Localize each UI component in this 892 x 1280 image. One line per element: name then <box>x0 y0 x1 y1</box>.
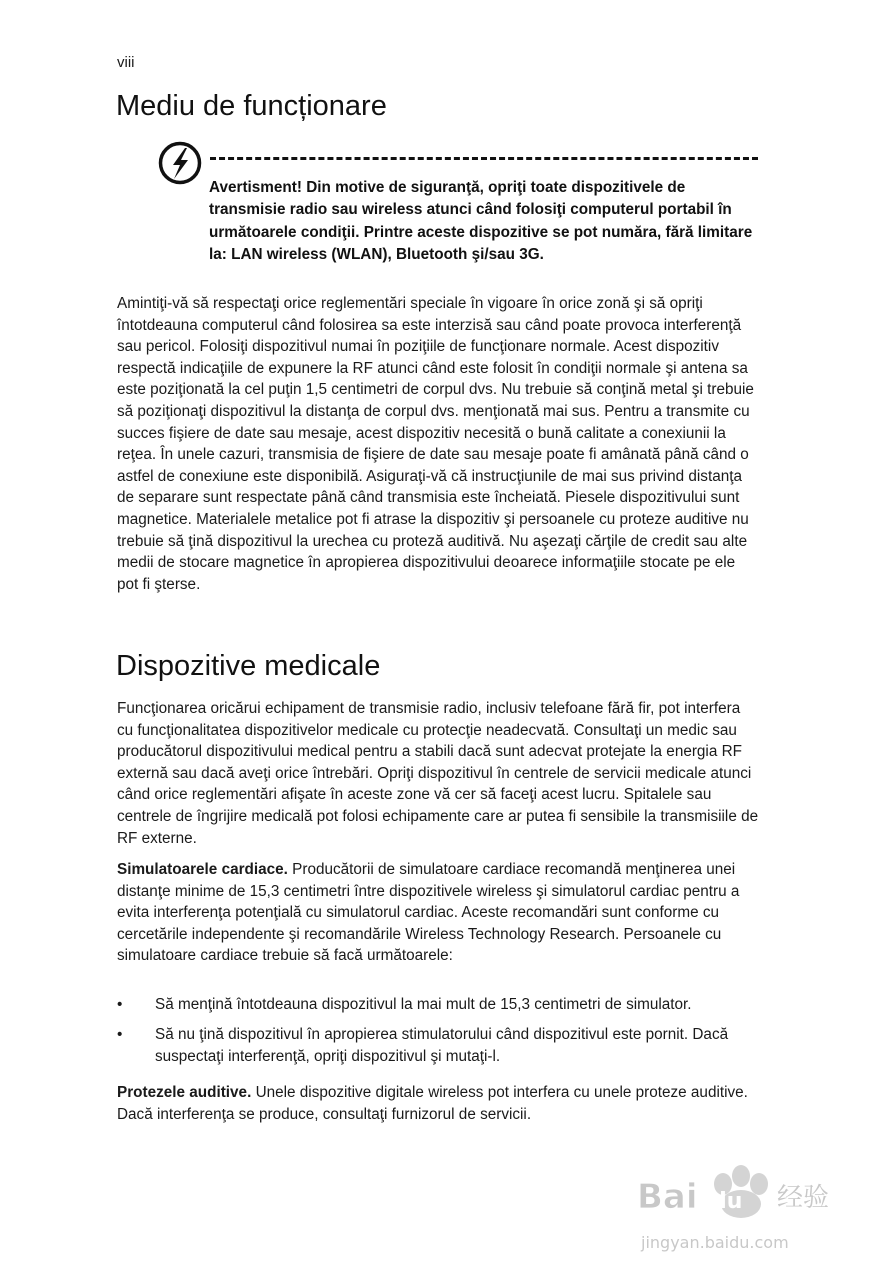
list-item-text: Să menţină întotdeauna dispozitivul la mai mult de 15,3 centimetri de simulator. <box>155 996 692 1013</box>
hearing-aids-text: Unele dispozitive digitale wireless pot interfera cu unele proteze auditive. Dacă interferenţa se produce, consultaţi furnizorul de servicii. <box>117 1084 748 1123</box>
watermark-brand: Bai <box>637 1177 698 1217</box>
page-number: viii <box>117 54 135 71</box>
warning-text: Avertisment! Din motive de siguranţă, opriţi toate dispozitivele de transmisie radio sau wireless atunci când folosiţi computerul portabil în următoarele condiţii. Printre aceste dispozitive se pot număra, fără limitare la: LAN wireless (WLAN), Bluetooth şi/sau 3G. <box>209 179 753 264</box>
lightning-warning-icon <box>158 141 202 185</box>
pacemakers-text: Producătorii de simulatoare cardiace recomandă menţinerea unei distanţe minime de 15,3 centimetri între dispozitivele wireless şi simulatorul cardiac pentru a evita interferenţa potenţială cu simulatorul cardiac. Aceste recomandări sunt conforme cu cercetările independente şi recomandările Wireless Technology Research. Persoanele cu simulatoare cardiace trebuie să facă următoarele: <box>117 861 740 965</box>
list-item-text: Să nu ţină dispozitivul în apropierea stimulatorului când dispozitivul este pornit. Dacă suspectaţi interferenţă, opriţi dispozitivul şi mutaţi-l. <box>155 1025 729 1066</box>
section-title-medical-devices: Dispozitive medicale <box>116 650 381 682</box>
hearing-aids-paragraph <box>117 1082 760 1125</box>
watermark-label: 经验 <box>777 1183 830 1213</box>
list-item <box>117 994 767 1017</box>
watermark-brand-suffix: du <box>711 1189 743 1214</box>
baidu-watermark <box>637 1142 843 1264</box>
bullet-icon: • <box>117 996 123 1013</box>
pacemakers-label: Simulatoarele cardiace. <box>117 861 288 878</box>
watermark-url: jingyan.baidu.com <box>641 1233 789 1252</box>
bullet-icon: • <box>117 1025 123 1043</box>
hearing-aids-label: Protezele auditive. <box>117 1084 252 1101</box>
section-title-operating-environment: Mediu de funcționare <box>116 90 387 122</box>
list-item <box>117 1024 767 1069</box>
medical-devices-paragraph: Funcţionarea oricărui echipament de transmisie radio, inclusiv telefoane fără fir, pot interfera cu funcţionalitatea dispozitivelor medicale cu protecţie neadecvată. Consultaţi un medic sau producătorul dispozitivului medical pentru a stabili dacă sunt adecvat protejate la energia RF externă sau dacă aveţi orice întrebări. Opriţi dispozitivul în centrele de servicii medicale atunci când orice reglementări afişate în aceste zone vă cer să faceţi acest lucru. Spitalele sau centrele de îngrijire medicală pot folosi echipamente care ar putea fi sensibile la transmisiile de RF externe. <box>117 700 759 847</box>
pacemakers-paragraph <box>117 859 760 967</box>
operating-environment-paragraph: Amintiţi-vă să respectaţi orice reglementări speciale în vigoare în orice zonă şi să opriţi întotdeauna computerul când folosirea sa este interzisă sau când poate provoca interferenţă sau pericol. Folosiţi dispozitivul numai în poziţiile de funcţionare normale. Acest dispozitiv respectă indicaţiile de expunere la RF atunci când este folosit în condiţii normale şi antena sa este poziţionată la cel puţin 1,5 centimetri de corpul dvs. Nu trebuie să conţină metal şi trebuie să poziţionaţi dispozitivul la distanţa de corpul dvs. menţionată mai sus. Pentru a transmite cu succes fişiere de date sau mesaje, acest dispozitiv necesită o bună calitate a conexiunii la reţea. În unele cazuri, transmisia de fişiere de date sau mesaje poate fi amânată până când o astfel de conexiune este disponibilă. Asiguraţi-vă că instrucţiunile de mai sus privind distanţa de separare sunt respectate până când transmisia este încheiată. Piesele dispozitivului sunt magnetice. Materialele metalice pot fi atrase la dispozitiv şi persoanele cu proteze auditive nu trebuie să ţină dispozitivul la urechea cu proteză auditivă. Nu aşezaţi cărţile de credit sau alte medii de stocare magnetice în apropierea dispozitivului deoarece informaţiile stocate pe ele pot fi şterse. <box>117 295 754 593</box>
warning-divider <box>210 157 758 160</box>
pacemaker-guidelines-list <box>117 994 767 1076</box>
